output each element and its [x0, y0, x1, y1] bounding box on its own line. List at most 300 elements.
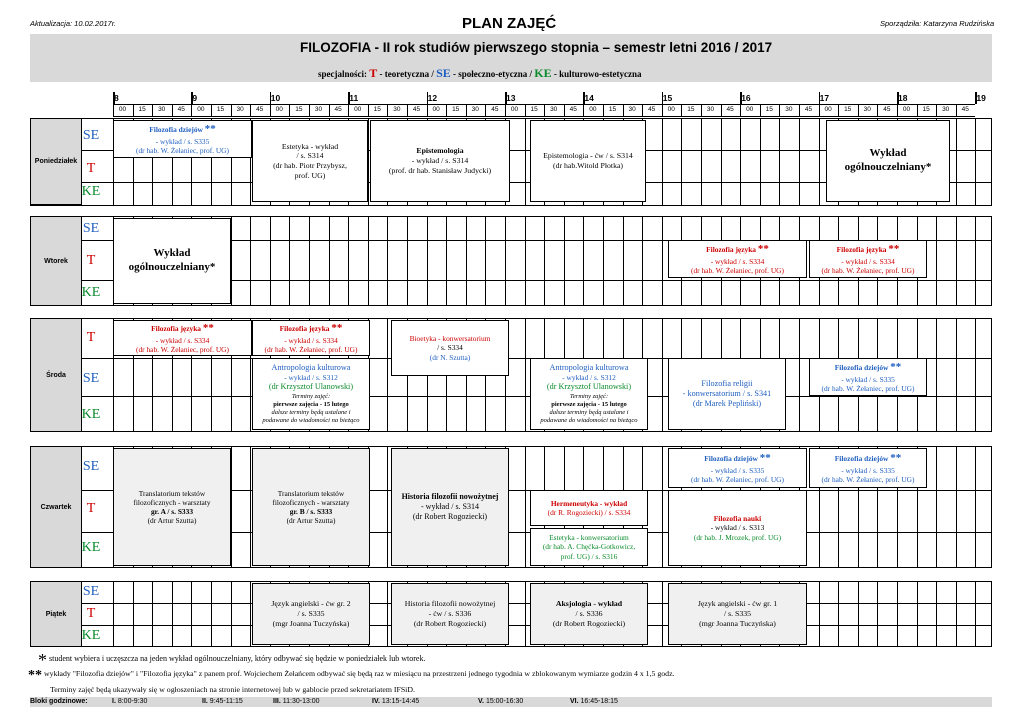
event-antropologia-2: [530, 358, 648, 430]
minute-label: 15: [216, 106, 225, 113]
time-blocks-bar: [30, 697, 992, 707]
track-t: T: [86, 330, 96, 345]
spec-ke: KE: [534, 66, 552, 80]
col-divider: [662, 581, 663, 647]
event-note: dalsze terminy będą ustalane i: [549, 408, 629, 416]
event-teacher: (dr Robert Rogoziecki): [412, 512, 488, 521]
minute-divider: [877, 104, 878, 116]
event-room: gr. B / s. S333: [289, 507, 333, 516]
event-title: Translatorium tekstów: [277, 488, 345, 498]
event-title-2: filozoficznych - warsztaty: [133, 497, 211, 507]
event-filozofia-jezyka-tue-1: [668, 240, 807, 278]
event-translatorium-a: [113, 448, 231, 566]
track-ke: KE: [81, 540, 101, 555]
event-title: Aksjologia - wykład: [555, 599, 623, 609]
col-divider: [446, 216, 447, 306]
event-title: Epistemologia: [416, 146, 464, 156]
hour-label: 8: [114, 93, 119, 103]
minute-divider: [936, 104, 937, 116]
note-star: **: [331, 321, 343, 334]
event-note: Terminy zajęć:: [569, 392, 609, 400]
event-teacher: (prof. dr hab. Stanisław Judycki): [388, 165, 492, 175]
event-title: Język angielski - ćw gr. 1: [697, 599, 778, 609]
note-star: **: [890, 451, 902, 464]
time-block: I. 8:00-9:30: [112, 698, 148, 705]
day-tuesday: Wtorek: [30, 216, 82, 306]
track-se: SE: [82, 459, 100, 474]
minute-label: 15: [452, 106, 460, 113]
hour-tick: [427, 92, 429, 104]
track-ke: KE: [81, 407, 101, 422]
event-room: / s. S314: [296, 151, 324, 161]
minute-divider: [133, 104, 134, 116]
minute-label: 00: [589, 106, 597, 113]
event-teacher: (dr hab. W. Żełaniec, prof. UG): [264, 344, 358, 354]
event-title: Filozofia dziejów: [149, 124, 203, 134]
time-block: II. 9:45-11:15: [202, 698, 243, 705]
event-title: Filozofia języka: [836, 244, 887, 254]
spec-se: SE: [436, 66, 451, 80]
track-ke: KE: [81, 285, 101, 300]
col-divider: [662, 446, 663, 568]
minute-label: 15: [687, 106, 695, 113]
col-divider: [956, 318, 957, 432]
event-room: gr. A / s. S333: [150, 507, 194, 516]
minute-label: 45: [961, 106, 969, 113]
footnote-star: *: [38, 650, 47, 670]
track-se: SE: [82, 221, 100, 236]
minute-divider: [819, 104, 820, 116]
minute-label: 30: [942, 106, 950, 113]
spec-t-desc: - teoretyczna: [379, 69, 430, 79]
event-teacher: (dr N. Szutta): [429, 352, 471, 362]
track-se: SE: [82, 371, 100, 386]
col-divider: [740, 118, 741, 206]
event-epistemologia-wyklad: [370, 120, 510, 202]
col-divider: [525, 581, 526, 647]
event-title: Antropologia kulturowa: [549, 362, 629, 372]
event-title: Wykład: [869, 147, 907, 160]
col-divider: [799, 318, 800, 432]
minute-label: 30: [314, 106, 323, 113]
col-divider: [525, 216, 526, 306]
event-title-2: filozoficznych - warsztaty: [272, 497, 350, 507]
event-teacher: (dr hab. W. Żełaniec, prof. UG): [136, 344, 229, 354]
event-title: Estetyka - wykład: [281, 141, 339, 151]
col-divider: [936, 446, 937, 568]
hour-tick: [819, 92, 821, 104]
event-filozofia-jezyka-tue-2: [809, 240, 927, 278]
event-room: - wykład / s. S334: [710, 256, 765, 266]
minute-label: 30: [158, 106, 166, 113]
col-divider: [152, 581, 153, 647]
event-antropologia-1: [252, 358, 370, 430]
minute-label: 15: [295, 106, 303, 113]
col-divider: [113, 581, 114, 647]
event-title: Estetyka - konwersatorium: [549, 533, 629, 543]
minute-divider: [740, 104, 741, 116]
event-room: / s. S336: [575, 609, 603, 619]
track-t: T: [86, 501, 96, 516]
event-teacher-2: prof. UG): [294, 170, 326, 180]
minutes-border: [113, 104, 975, 105]
minute-divider: [760, 104, 761, 116]
col-divider: [525, 118, 526, 206]
note-star: **: [888, 242, 900, 255]
minute-divider: [191, 104, 192, 116]
time-block: IV. 13:15-14:45: [372, 698, 420, 705]
minute-label: 00: [510, 106, 519, 113]
col-divider: [642, 216, 643, 306]
minute-divider: [564, 104, 565, 116]
minute-divider: [917, 104, 918, 116]
col-divider: [681, 118, 682, 206]
event-title: Wykład: [153, 247, 191, 260]
day-friday: Piątek: [30, 581, 82, 647]
event-teacher: (dr hab.Witold Płotka): [552, 161, 624, 170]
minute-divider: [152, 104, 153, 116]
hour-tick: [348, 92, 350, 104]
minute-divider: [289, 104, 290, 116]
minute-label: 00: [824, 106, 832, 113]
event-room: - ćw / s. S336: [428, 609, 472, 619]
minute-divider: [446, 104, 447, 116]
author: Sporządziła: Katarzyna Rudzińska: [880, 19, 995, 28]
event-filozofia-jezyka-wed-2: [252, 320, 370, 356]
time-blocks-label: Bloki godzinowe:: [30, 698, 88, 705]
minute-divider: [681, 104, 682, 116]
minute-divider: [544, 104, 545, 116]
minute-label: 00: [118, 106, 127, 113]
col-divider: [799, 118, 800, 206]
minute-label: 15: [608, 106, 617, 113]
event-note: dalsze terminy będą ustalane i: [271, 408, 351, 416]
col-divider: [427, 216, 428, 306]
minute-divider: [662, 104, 663, 116]
hour-tick: [662, 92, 664, 104]
event-room: - wykład / s. S334: [284, 335, 338, 345]
event-room: - wykład / s. S314: [421, 502, 479, 511]
minute-divider: [603, 104, 604, 116]
minute-label: 15: [844, 106, 852, 113]
footnote-text: wykłady "Filozofia dziejów" i "Filozofia języka" z panem prof. Wojciechem Żełańcem odbywać się będą raz w miesiącu na przestrzeni jednego tygodnia w zblokowanym wymiarze godzin 4 x 1,5 godz.: [43, 669, 675, 678]
event-title: Filozofia religii: [701, 378, 753, 388]
minute-divider: [956, 104, 957, 116]
sep: /: [431, 69, 434, 79]
minute-divider: [250, 104, 251, 116]
col-divider: [662, 118, 663, 206]
minute-divider: [505, 104, 506, 116]
sep: /: [529, 69, 533, 79]
event-teacher: (dr hab. W. Żełaniec, prof. UG): [691, 474, 784, 484]
minute-label: 45: [177, 106, 185, 113]
hour-tick: [897, 92, 899, 104]
event-filozofia-dziejow-thu-2: [809, 448, 927, 488]
col-divider: [721, 118, 722, 206]
minute-label: 00: [197, 106, 205, 113]
event-title: Filozofia dziejów: [704, 453, 758, 463]
col-divider: [133, 581, 134, 647]
minute-divider: [642, 104, 643, 116]
event-teacher: (mgr Joanna Tuczyńska): [699, 618, 776, 628]
col-divider: [387, 581, 388, 647]
event-note: Terminy zajęć:: [291, 392, 331, 400]
event-title: Filozofia języka: [279, 323, 330, 333]
minute-divider: [779, 104, 780, 116]
col-divider: [936, 318, 937, 432]
day-block: [30, 581, 992, 647]
note-star: **: [759, 451, 771, 464]
event-title: Filozofia nauki: [713, 514, 762, 524]
event-title: Filozofia dziejów: [834, 362, 889, 372]
spec-label: specjalności:: [318, 69, 367, 79]
event-room: - konwersatorium / s. S341: [682, 388, 772, 398]
event-teacher: (dr hab. J. Mrozek, prof. UG): [693, 532, 782, 542]
update-date: Aktualizacja: 10.02.2017r.: [30, 19, 117, 28]
minute-label: 45: [334, 106, 342, 113]
note-star: **: [890, 360, 902, 373]
hour-label: 14: [584, 93, 594, 103]
hour-label: 9: [192, 93, 198, 103]
event-room: - wykład / s. S335: [710, 465, 765, 475]
event-room: - wykład / s. S335: [155, 136, 210, 146]
event-teacher: (dr hab. Piotr Przybysz,: [273, 161, 347, 170]
event-epistemologia-cw: [530, 120, 646, 202]
minute-label: 00: [667, 106, 675, 113]
minute-label: 45: [569, 106, 577, 113]
minute-divider: [172, 104, 173, 116]
hour-tick: [270, 92, 272, 104]
col-divider: [525, 318, 526, 432]
hour-tick: [113, 92, 115, 104]
minute-label: 00: [432, 106, 440, 113]
minute-label: 30: [236, 106, 244, 113]
event-translatorium-b: [252, 448, 370, 566]
minute-label: 45: [256, 106, 264, 113]
col-divider: [858, 581, 859, 647]
event-note: podawane do wiadomości na bieżąco: [262, 417, 360, 424]
col-divider: [975, 216, 976, 306]
page-title: PLAN ZAJĘĆ: [462, 15, 557, 32]
track-t: T: [86, 606, 96, 621]
spec-ke-desc: - kulturowo-estetyczna: [553, 69, 642, 79]
event-room: - wykład / s. S335: [841, 465, 895, 475]
minute-divider: [525, 104, 526, 116]
col-divider: [603, 216, 604, 306]
note-star: **: [202, 321, 214, 334]
minute-label: 45: [883, 106, 891, 113]
hour-label: 16: [741, 93, 751, 103]
event-teacher: (dr Marek Pepliński): [692, 399, 762, 409]
hour-tick: [975, 92, 977, 104]
minute-label: 30: [706, 106, 715, 113]
hour-label: 17: [819, 93, 830, 103]
minute-divider: [387, 104, 388, 116]
col-divider: [936, 581, 937, 647]
col-divider: [289, 216, 290, 306]
hour-tick: [191, 92, 193, 104]
minute-label: 15: [373, 106, 381, 113]
track-t: T: [86, 161, 96, 176]
minute-divider: [485, 104, 486, 116]
minute-divider: [270, 104, 271, 116]
minute-label: 30: [550, 106, 558, 113]
event-title: Język angielski - ćw gr. 2: [271, 599, 351, 609]
col-divider: [956, 581, 957, 647]
hour-label: 12: [427, 93, 438, 103]
event-wyklad-ogolnouczelniany-tue: [113, 218, 231, 304]
minute-divider: [407, 104, 408, 116]
event-title: Historia filozofii nowożytnej: [404, 599, 496, 609]
event-room: / s. S335: [297, 609, 325, 619]
minute-divider: [309, 104, 310, 116]
col-divider: [505, 216, 506, 306]
minute-divider: [231, 104, 232, 116]
event-title: Filozofia dziejów: [834, 453, 889, 463]
event-room: - wykład / s. S334: [841, 256, 895, 266]
col-divider: [485, 216, 486, 306]
event-room: - wykład / s. S335: [841, 374, 895, 384]
col-divider: [956, 446, 957, 568]
event-note: pierwsze zajęcia - 15 lutego: [273, 400, 349, 408]
minute-label: 00: [354, 106, 362, 113]
minute-divider: [368, 104, 369, 116]
minute-label: 45: [726, 106, 734, 113]
col-divider: [897, 581, 898, 647]
minute-label: 15: [922, 106, 930, 113]
col-divider: [525, 446, 526, 568]
hour-label: 18: [898, 93, 908, 103]
event-bioetyka: [391, 320, 509, 376]
event-teacher: (dr hab. W. Żełaniec, prof. UG): [821, 265, 915, 275]
spec-t: T: [369, 66, 378, 80]
minute-divider: [858, 104, 859, 116]
time-block: III. 11:30-13:00: [273, 698, 320, 705]
track-ke: KE: [81, 628, 101, 643]
minute-divider: [211, 104, 212, 116]
event-jezyk-angielski-gr1: [668, 583, 807, 645]
col-divider: [877, 581, 878, 647]
minute-label: 00: [902, 106, 911, 113]
minute-label: 15: [138, 106, 146, 113]
event-title: Filozofia języka: [151, 323, 201, 333]
col-divider: [211, 581, 212, 647]
note-star: **: [204, 122, 216, 135]
hour-tick: [740, 92, 742, 104]
event-filozofia-nauki: [668, 490, 807, 566]
col-divider: [701, 118, 702, 206]
col-divider: [329, 216, 330, 306]
col-divider: [760, 118, 761, 206]
minute-label: 30: [393, 106, 401, 113]
event-teacher: (dr Artur Szutta): [286, 516, 336, 526]
col-divider: [975, 446, 976, 568]
minute-divider: [583, 104, 584, 116]
minute-label: 30: [863, 106, 871, 113]
event-room: - wykład / s. S312: [284, 373, 338, 383]
event-teacher: (dr hab. W. Żełaniec, prof. UG): [691, 265, 784, 275]
minute-divider: [701, 104, 702, 116]
col-divider: [956, 216, 957, 306]
event-title-2: ogólnouczelniany*: [844, 161, 932, 173]
hour-label: 11: [349, 93, 359, 103]
minute-label: 45: [412, 106, 421, 113]
col-divider: [838, 581, 839, 647]
event-jezyk-angielski-gr2: [252, 583, 370, 645]
time-block: V. 15:00-16:30: [478, 698, 524, 705]
subtitle: FILOZOFIA - II rok studiów pierwszego stopnia – semestr letni 2016 / 2017: [300, 40, 773, 55]
event-title: Antropologia kulturowa: [271, 362, 351, 372]
minute-label: 45: [491, 106, 499, 113]
col-divider: [387, 446, 388, 568]
event-hermeneutyka: [530, 490, 648, 526]
col-divider: [956, 118, 957, 206]
col-divider: [348, 216, 349, 306]
col-divider: [975, 581, 976, 647]
event-title: Hermeneutyka - wykład: [550, 498, 628, 508]
event-note: podawane do wiadomości na bieżąco: [540, 417, 638, 424]
track-se: SE: [82, 584, 100, 599]
track-ke: KE: [81, 184, 101, 199]
event-teacher: (dr hab. W. Żełaniec, prof. UG): [821, 383, 915, 393]
event-room: - wykład / s. S314: [411, 156, 469, 166]
col-divider: [917, 581, 918, 647]
event-teacher: (dr hab. W. Żełaniec, prof. UG): [821, 474, 915, 484]
spec-se-desc: - społeczno-etyczna: [453, 69, 528, 79]
col-divider: [662, 318, 663, 432]
col-divider: [819, 118, 820, 206]
day-thursday: Czwartek: [30, 446, 82, 568]
col-divider: [231, 581, 232, 647]
event-title: Epistemologia - ćw / s. S314: [543, 151, 633, 161]
col-divider: [466, 216, 467, 306]
col-divider: [975, 118, 976, 206]
minute-divider: [348, 104, 349, 116]
col-divider: [270, 216, 271, 306]
event-room: prof. UG) / s. S316: [560, 551, 618, 561]
col-divider: [975, 318, 976, 432]
time-block: VI. 16:45-18:15: [570, 698, 618, 705]
minute-label: 15: [530, 106, 538, 113]
minute-divider: [329, 104, 330, 116]
col-divider: [662, 216, 663, 306]
minute-label: 30: [628, 106, 636, 113]
event-title-2: ogólnouczelniany*: [128, 261, 216, 273]
event-teacher: (dr hab. W. Żełaniec, prof. UG): [136, 145, 229, 155]
note-star: **: [757, 242, 769, 255]
col-divider: [564, 216, 565, 306]
col-divider: [623, 216, 624, 306]
col-divider: [387, 216, 388, 306]
event-filozofia-religii: [668, 358, 786, 430]
hour-tick: [505, 92, 507, 104]
event-room: - wykład / s. S334: [155, 335, 210, 345]
event-note: pierwsze zajęcia - 15 lutego: [551, 400, 627, 408]
col-divider: [309, 216, 310, 306]
event-teacher: (dr Krzysztof Ulanowski): [268, 382, 354, 392]
col-divider: [250, 216, 251, 306]
minute-divider: [623, 104, 624, 116]
event-filozofia-dziejow-mon: [113, 120, 252, 158]
event-historia-filozofii-wyklad: [391, 448, 509, 566]
minute-label: 00: [746, 106, 754, 113]
footnote-star: **: [28, 668, 42, 683]
track-t: T: [86, 253, 96, 268]
minute-label: 45: [804, 106, 813, 113]
hour-label: 10: [270, 93, 281, 103]
event-room: / s. S334: [437, 343, 463, 353]
event-aksjologia: [530, 583, 648, 645]
